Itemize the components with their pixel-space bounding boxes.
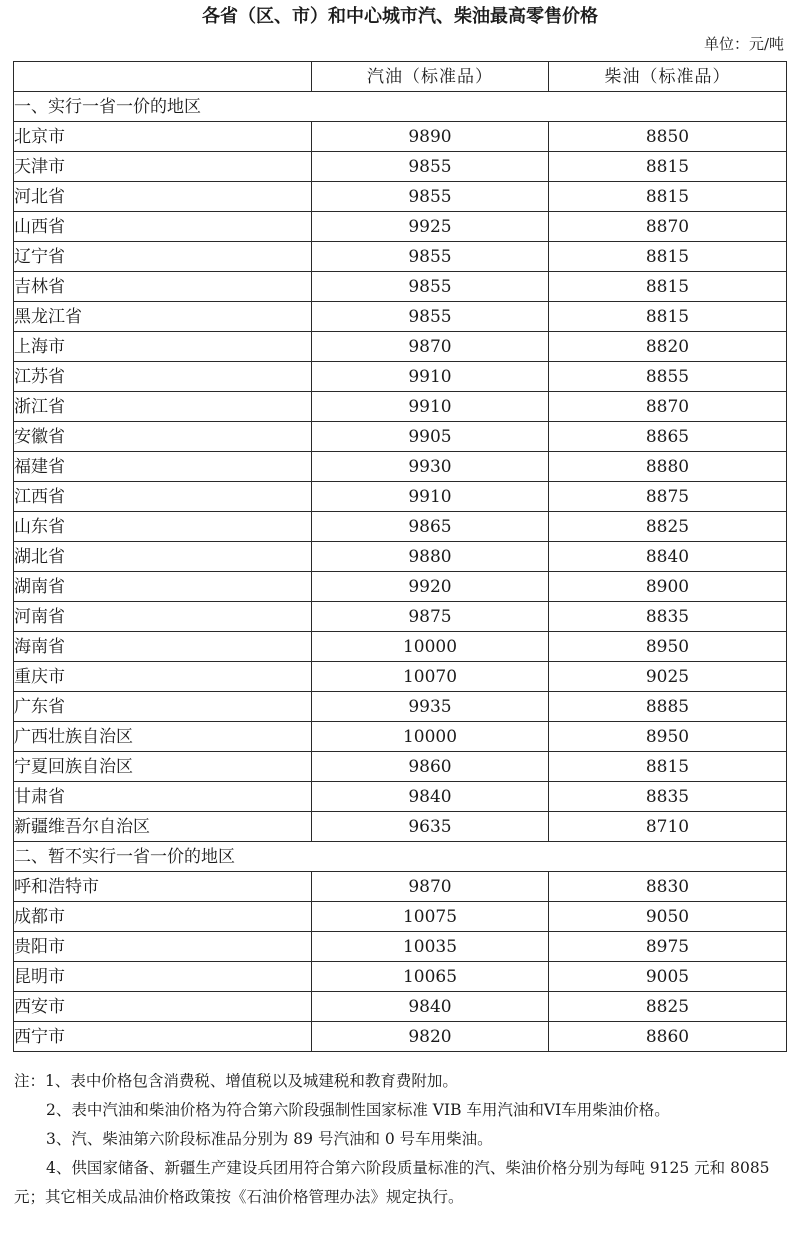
table-row (14, 122, 787, 152)
diesel-price-cell: 8830 (549, 872, 787, 902)
section-label: 二、暂不实行一省一价的地区 (14, 842, 787, 872)
table-row (14, 812, 787, 842)
diesel-price-cell: 8975 (549, 932, 787, 962)
diesel-price-cell: 9050 (549, 902, 787, 932)
diesel-price-cell: 8820 (549, 332, 787, 362)
diesel-price-cell: 8950 (549, 632, 787, 662)
diesel-price-cell: 8815 (549, 752, 787, 782)
table-row (14, 452, 787, 482)
region-cell: 江苏省 (14, 362, 312, 392)
note-4: 4、供国家储备、新疆生产建设兵团用符合第六阶段质量标准的汽、柴油价格分别为每吨 9125 元和 8085 元；其它相关成品油价格政策按《石油价格管理办法》规定执行。 (14, 1159, 770, 1206)
diesel-price-cell: 9025 (549, 662, 787, 692)
header-diesel: 柴油（标准品） (549, 62, 787, 92)
table-row (14, 722, 787, 752)
gasoline-price-cell: 9855 (312, 272, 549, 302)
region-cell: 西安市 (14, 992, 312, 1022)
diesel-price-cell: 8885 (549, 692, 787, 722)
note-2: 2、表中汽油和柴油价格为符合第六阶段强制性国家标准 VIB 车用汽油和VI车用柴油价格。 (46, 1101, 670, 1119)
gasoline-price-cell: 9920 (312, 572, 549, 602)
section-label: 一、实行一省一价的地区 (14, 92, 787, 122)
region-cell: 海南省 (14, 632, 312, 662)
gasoline-price-cell: 9855 (312, 302, 549, 332)
region-cell: 成都市 (14, 902, 312, 932)
table-row (14, 992, 787, 1022)
gasoline-price-cell: 9855 (312, 182, 549, 212)
region-cell: 吉林省 (14, 272, 312, 302)
gasoline-price-cell: 9925 (312, 212, 549, 242)
diesel-price-cell: 8825 (549, 512, 787, 542)
table-row (14, 422, 787, 452)
gasoline-price-cell: 9910 (312, 362, 549, 392)
table-row (14, 692, 787, 722)
gasoline-price-cell: 9840 (312, 782, 549, 812)
gasoline-price-cell: 9890 (312, 122, 549, 152)
region-cell: 黑龙江省 (14, 302, 312, 332)
table-row (14, 872, 787, 902)
region-cell: 浙江省 (14, 392, 312, 422)
diesel-price-cell: 8900 (549, 572, 787, 602)
diesel-price-cell: 8865 (549, 422, 787, 452)
region-cell: 湖南省 (14, 572, 312, 602)
region-cell: 山东省 (14, 512, 312, 542)
gasoline-price-cell: 9870 (312, 332, 549, 362)
note-1: 注：1、表中价格包含消费税、增值税以及城建税和教育费附加。 (14, 1072, 458, 1090)
table-row (14, 152, 787, 182)
table-row (14, 482, 787, 512)
table-row (14, 362, 787, 392)
table-row (14, 632, 787, 662)
diesel-price-cell: 8815 (549, 302, 787, 332)
region-cell: 西宁市 (14, 1022, 312, 1052)
table-header-row (14, 62, 787, 92)
section-row (14, 842, 787, 872)
diesel-price-cell: 8850 (549, 122, 787, 152)
table-row (14, 902, 787, 932)
diesel-price-cell: 8875 (549, 482, 787, 512)
region-cell: 重庆市 (14, 662, 312, 692)
gasoline-price-cell: 10035 (312, 932, 549, 962)
gasoline-price-cell: 9935 (312, 692, 549, 722)
gasoline-price-cell: 9870 (312, 872, 549, 902)
table-row (14, 932, 787, 962)
diesel-price-cell: 8870 (549, 392, 787, 422)
table-row (14, 1022, 787, 1052)
table-row (14, 212, 787, 242)
table-row (14, 302, 787, 332)
region-cell: 江西省 (14, 482, 312, 512)
table-row (14, 962, 787, 992)
table-row (14, 752, 787, 782)
region-cell: 山西省 (14, 212, 312, 242)
region-cell: 新疆维吾尔自治区 (14, 812, 312, 842)
notes (14, 1067, 786, 1212)
table-row (14, 392, 787, 422)
region-cell: 上海市 (14, 332, 312, 362)
gasoline-price-cell: 9905 (312, 422, 549, 452)
region-cell: 贵阳市 (14, 932, 312, 962)
gasoline-price-cell: 10070 (312, 662, 549, 692)
gasoline-price-cell: 9910 (312, 392, 549, 422)
gasoline-price-cell: 9875 (312, 602, 549, 632)
table-row (14, 542, 787, 572)
table-row (14, 572, 787, 602)
gasoline-price-cell: 9860 (312, 752, 549, 782)
gasoline-price-cell: 9840 (312, 992, 549, 1022)
unit-label: 单位：元/吨 (703, 35, 784, 53)
diesel-price-cell: 8815 (549, 182, 787, 212)
region-cell: 甘肃省 (14, 782, 312, 812)
region-cell: 辽宁省 (14, 242, 312, 272)
region-cell: 福建省 (14, 452, 312, 482)
diesel-price-cell: 8855 (549, 362, 787, 392)
note-3: 3、汽、柴油第六阶段标准品分别为 89 号汽油和 0 号车用柴油。 (46, 1130, 493, 1148)
region-cell: 天津市 (14, 152, 312, 182)
header-gasoline: 汽油（标准品） (312, 62, 549, 92)
price-table-body (14, 92, 787, 1052)
diesel-price-cell: 8840 (549, 542, 787, 572)
table-row (14, 512, 787, 542)
diesel-price-cell: 8860 (549, 1022, 787, 1052)
region-cell: 广东省 (14, 692, 312, 722)
table-row (14, 332, 787, 362)
region-cell: 河北省 (14, 182, 312, 212)
table-row (14, 782, 787, 812)
gasoline-price-cell: 9930 (312, 452, 549, 482)
region-cell: 安徽省 (14, 422, 312, 452)
diesel-price-cell: 8950 (549, 722, 787, 752)
diesel-price-cell: 8815 (549, 152, 787, 182)
diesel-price-cell: 8815 (549, 272, 787, 302)
region-cell: 河南省 (14, 602, 312, 632)
diesel-price-cell: 8710 (549, 812, 787, 842)
table-row (14, 662, 787, 692)
header-region (14, 62, 312, 92)
section-row (14, 92, 787, 122)
gasoline-price-cell: 10000 (312, 722, 549, 752)
diesel-price-cell: 8835 (549, 782, 787, 812)
region-cell: 北京市 (14, 122, 312, 152)
diesel-price-cell: 8825 (549, 992, 787, 1022)
region-cell: 昆明市 (14, 962, 312, 992)
region-cell: 呼和浩特市 (14, 872, 312, 902)
gasoline-price-cell: 10075 (312, 902, 549, 932)
gasoline-price-cell: 10000 (312, 632, 549, 662)
gasoline-price-cell: 10065 (312, 962, 549, 992)
diesel-price-cell: 9005 (549, 962, 787, 992)
gasoline-price-cell: 9910 (312, 482, 549, 512)
gasoline-price-cell: 9855 (312, 152, 549, 182)
gasoline-price-cell: 9855 (312, 242, 549, 272)
table-row (14, 242, 787, 272)
table-row (14, 602, 787, 632)
gasoline-price-cell: 9865 (312, 512, 549, 542)
region-cell: 宁夏回族自治区 (14, 752, 312, 782)
diesel-price-cell: 8815 (549, 242, 787, 272)
gasoline-price-cell: 9820 (312, 1022, 549, 1052)
region-cell: 湖北省 (14, 542, 312, 572)
gasoline-price-cell: 9880 (312, 542, 549, 572)
page-title: 各省（区、市）和中心城市汽、柴油最高零售价格 (202, 6, 598, 27)
table-row (14, 182, 787, 212)
region-cell: 广西壮族自治区 (14, 722, 312, 752)
table-row (14, 272, 787, 302)
gasoline-price-cell: 9635 (312, 812, 549, 842)
diesel-price-cell: 8880 (549, 452, 787, 482)
diesel-price-cell: 8870 (549, 212, 787, 242)
price-table (13, 61, 787, 1052)
diesel-price-cell: 8835 (549, 602, 787, 632)
